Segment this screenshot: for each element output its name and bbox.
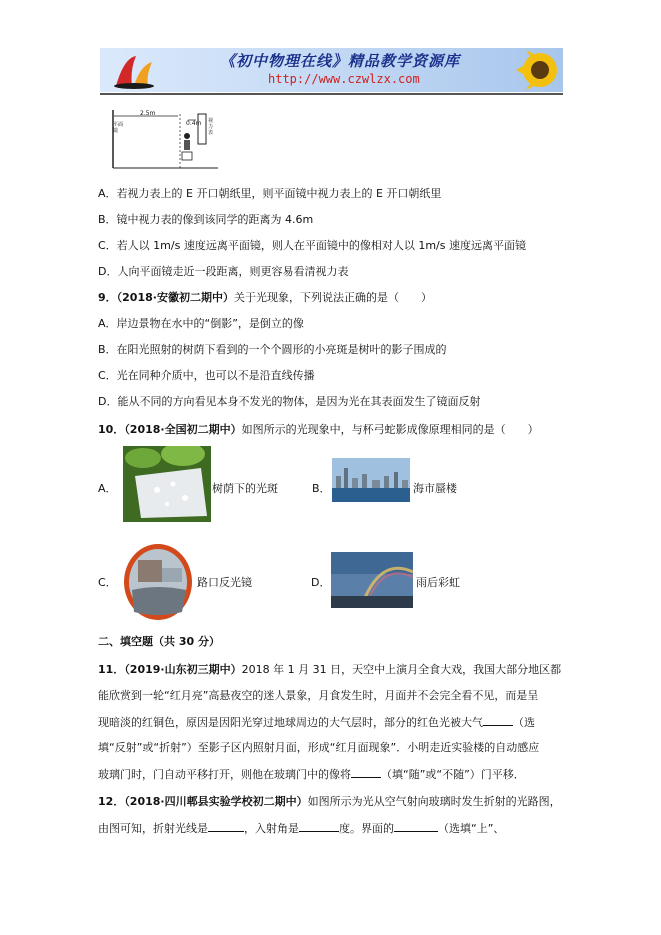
q12-text-1: 如图所示为光从空气射向玻璃时发生折射的光路图， [307, 795, 561, 808]
logo-icon [110, 52, 156, 90]
q12-line2 [98, 820, 504, 837]
q8-option-c: C．若人以 1m/s 速度远离平面镜，则人在平面镜中的像相对人以 1m/s 速度远离平面镜 [98, 239, 526, 252]
small-distance-label: 0.4m [186, 120, 202, 127]
q11-line2: 能欣赏到一轮“红月亮”高悬夜空的迷人景象，月食发生时，月面并不会完全看不见，而是呈 [98, 689, 539, 702]
q12-blank-2[interactable] [299, 820, 339, 832]
sunflower-icon [512, 48, 563, 92]
q12-number: 12． [98, 795, 125, 808]
q10-option-d-image [331, 552, 413, 608]
mirror-label: 平面镜 [113, 122, 124, 134]
q11-line3 [98, 714, 535, 731]
chart-label: 视力表 [208, 118, 214, 136]
q9-source: （2018·安徽初二期中） [116, 291, 234, 304]
q10-option-c-letter: C． [98, 576, 117, 589]
header-banner [100, 48, 563, 92]
q12-text-2b: ，入射角是 [244, 822, 299, 835]
header-rule [100, 93, 563, 95]
q10-question: 如图所示的光现象中，与杯弓蛇影成像原理相同的是（ ） [241, 423, 539, 436]
q11-text-5b: （填“随”或“不随”）门平移． [381, 768, 525, 781]
q10-option-a-letter: A． [98, 482, 117, 495]
q9-number: 9． [98, 291, 117, 304]
q8-option-d: D．人向平面镜走近一段距离，则更容易看清视力表 [98, 265, 349, 278]
q11-blank-2[interactable] [351, 766, 381, 778]
section-title: 二、填空题（共 30 分） [98, 635, 220, 648]
q10-option-c-image [122, 542, 194, 622]
q10-option-d-caption: 雨后彩虹 [416, 576, 460, 589]
q12-text-2d: （选填“上”、 [438, 822, 505, 835]
q11-line1 [98, 662, 561, 678]
q9-option-d: D．能从不同的方向看见本身不发光的物体，是因为光在其表面发生了镜面反射 [98, 395, 481, 408]
q10-option-b-image [332, 458, 410, 502]
q11-text-3a: 现暗淡的红铜色，原因是因阳光穿过地球周边的大气层时，部分的红色光被大气 [98, 716, 483, 729]
q10-option-b-caption: 海市蜃楼 [413, 482, 457, 495]
q12-text-2a: 由图可知，折射光线是 [98, 822, 208, 835]
eye-test-figure [110, 108, 220, 170]
q9-option-c: C．光在同种介质中，也可以不是沿直线传播 [98, 369, 315, 382]
q11-text-5a: 玻璃门时，门自动平移打开，则他在玻璃门中的像将 [98, 768, 351, 781]
q11-line4: 填“反射”或“折射”）至影子区内照射月面，形成“红月面现象”．小明走近实验楼的自动感应 [98, 741, 540, 754]
q12-blank-1[interactable] [208, 820, 244, 832]
q10-option-a-image [123, 446, 211, 522]
q10-option-a-caption: 树荫下的光斑 [212, 482, 278, 495]
header-title: 《初中物理在线》精品教学资源库 [220, 52, 461, 70]
q11-text-1: 2018 年 1 月 31 日，天空中上演月全食大戏，我国大部分地区都 [241, 663, 562, 676]
q11-number: 11． [98, 663, 125, 676]
q9-stem [98, 290, 432, 306]
q11-line5 [98, 766, 525, 783]
q10-source: （2018·全国初二期中） [124, 423, 242, 436]
q10-option-c-caption: 路口反光镜 [197, 576, 252, 589]
q8-option-a: A．若视力表上的 E 开口朝纸里，则平面镜中视力表上的 E 开口朝纸里 [98, 187, 442, 200]
q9-question: 关于光现象，下列说法正确的是（ ） [233, 291, 432, 304]
q9-option-b: B．在阳光照射的树荫下看到的一个个圆形的小亮斑是树叶的影子围成的 [98, 343, 447, 356]
q12-blank-3[interactable] [394, 820, 438, 832]
q11-blank-1[interactable] [483, 714, 513, 726]
q11-source: （2019·山东初三期中） [124, 663, 242, 676]
q12-text-2c: 度。界面的 [339, 822, 394, 835]
q12-source: （2018·四川郫县实验学校初二期中） [124, 795, 308, 808]
q12-line1 [98, 794, 561, 810]
q10-option-d-letter: D． [311, 576, 331, 589]
q11-text-3b: （选 [513, 716, 535, 729]
distance-label: 2.5m [140, 110, 156, 117]
q9-option-a: A．岸边景物在水中的“倒影”，是倒立的像 [98, 317, 304, 330]
q8-option-b: B．镜中视力表的像到该同学的距离为 4.6m [98, 213, 314, 226]
q10-option-b-letter: B． [312, 482, 331, 495]
q10-number: 10． [98, 423, 125, 436]
header-url[interactable]: http://www.czwlzx.com [268, 72, 420, 86]
q10-stem [98, 422, 539, 438]
